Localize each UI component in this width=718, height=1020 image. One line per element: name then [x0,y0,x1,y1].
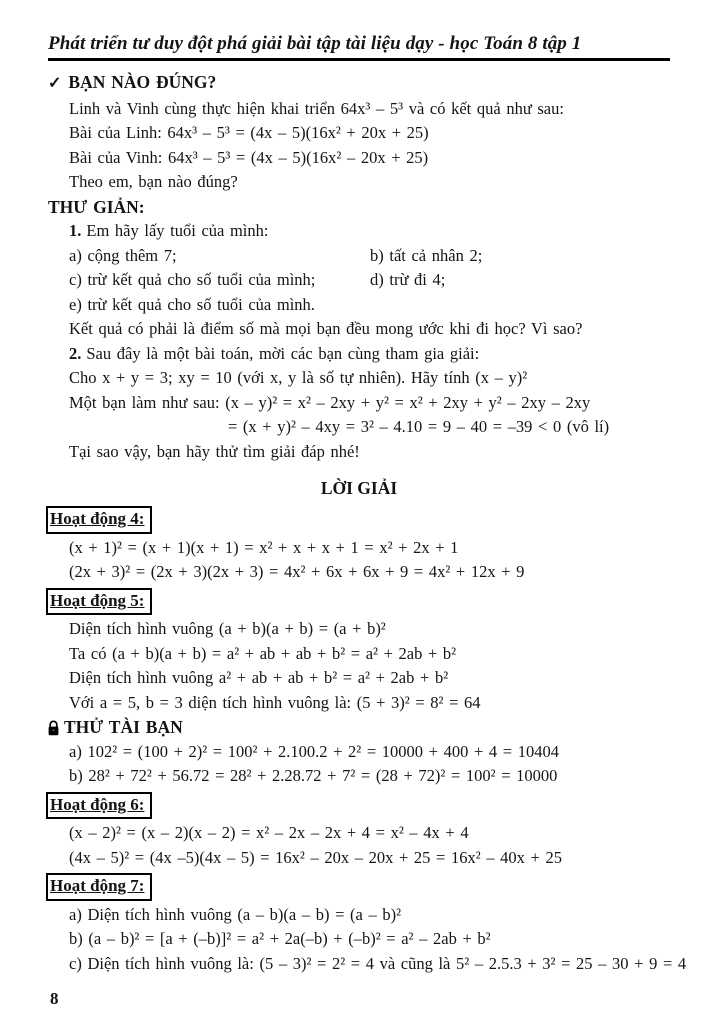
math-line: a) Diện tích hình vuông (a – b)(a – b) = (a – b)² [69,904,402,924]
option-a: a) cộng thêm 7; [69,245,177,265]
option-row [48,293,670,318]
math-line-linh: Bài của Linh: 64x³ – 5³ = (4x – 5)(16x² + 20x + 25) [69,123,429,142]
math-line: Diện tích hình vuông (a + b)(a + b) = (a + b)² [69,619,386,638]
option-d: d) trừ đi 4; [370,270,446,289]
option-b: b) tất cả nhân 2; [370,245,483,265]
math-line: (x + 1)² = (x + 1)(x + 1) = x² + x + x + 1 = x² + 2x + 1 [69,537,459,557]
math-line: c) Diện tích hình vuông là: (5 – 3)² = 2² = 4 và cũng là 5² – 2.5.3 + 3² = 25 – 30 + 9 = 4 [69,953,687,973]
hoat-dong-6-box: Hoạt động 6: [46,792,152,820]
math-line-continuation: = (x + y)² – 4xy = 3² – 4.10 = 9 – 40 = –39 < 0 (vô lí) [228,417,610,436]
math-line: Cho x + y = 3; xy = 10 (với x, y là số tự nhiên). Hãy tính (x – y)² [69,368,528,387]
math-line: (4x – 5)² = (4x –5)(4x – 5) = 16x² – 20x – 20x + 25 = 16x² – 40x + 25 [69,847,562,867]
activity-title-row [48,506,670,534]
math-line: b) (a – b)² = [a + (–b)]² = a² + 2a(–b) + (–b)² = a² – 2ab + b² [69,929,491,948]
hoat-dong-5-box: Hoạt động 5: [46,588,152,616]
section-thu-tai-ban [48,715,670,740]
page-content [48,70,687,1009]
hoat-dong-7-box: Hoạt động 7: [46,873,152,901]
text-line: Kết quả có phải là điểm số mà mọi bạn đều mong ước khi đi học? Vì sao? [69,319,583,338]
section-ban-nao-dung [48,70,670,97]
section-title-thu-gian: THƯ GIẢN: [48,196,145,217]
math-line: a) 102² = (100 + 2)² = 100² + 2.100.2 + 2² = 10000 + 400 + 4 = 10404 [69,741,559,761]
item-text: Sau đây là một bài toán, mời các bạn cùng tham gia giải: [86,343,480,363]
option-row [48,268,670,293]
running-header: Phát triển tư duy đột phá giải bài tập tài liệu dạy - học Toán 8 tập 1 [48,33,670,61]
math-line: (x – 2)² = (x – 2)(x – 2) = x² – 2x – 2x + 4 = x² – 4x + 4 [69,823,469,842]
page-number: 8 [50,989,59,1008]
text-line: Tại sao vậy, bạn hãy thử tìm giải đáp nhé! [69,441,360,461]
activity-title-row [48,873,670,901]
section-title-thu-tai-ban: THỬ TÀI BẠN [64,717,183,737]
item-number: 2. [69,343,82,363]
check-icon: ✓ [48,75,62,92]
activity-title-row [48,792,670,820]
list-item-2 [48,342,670,367]
item-number: 1. [69,221,82,240]
text-line: Theo em, bạn nào đúng? [69,172,238,191]
math-line-vinh: Bài của Vinh: 64x³ – 5³ = (4x – 5)(16x² – 20x + 25) [69,147,429,167]
section-title-loi-giai: LỜI GIẢI [320,478,398,498]
list-item-1 [48,219,670,244]
activity-title-row [48,588,670,616]
section-title-ban-nao-dung: BẠN NÀO ĐÚNG? [68,72,217,92]
math-line: Một bạn làm như sau: (x – y)² = x² – 2xy + y² = x² + 2xy + y² – 2xy – 2xy [69,392,591,412]
math-line: Với a = 5, b = 3 diện tích hình vuông là: (5 + 3)² = 8² = 64 [69,692,481,712]
text-line: Linh và Vinh cùng thực hiện khai triển 64x³ – 5³ và có kết quả như sau: [69,98,564,118]
option-row [48,244,670,269]
math-line: Ta có (a + b)(a + b) = a² + ab + ab + b² = a² + 2ab + b² [69,643,457,663]
math-line: Diện tích hình vuông a² + ab + ab + b² = a² + 2ab + b² [69,668,449,687]
item-text: Em hãy lấy tuổi của mình: [86,221,269,240]
hoat-dong-4-box: Hoạt động 4: [46,506,152,534]
lock-icon [48,720,59,736]
option-e: e) trừ kết quả cho số tuổi của mình. [69,294,315,314]
math-line: b) 28² + 72² + 56.72 = 28² + 2.28.72 + 7² = (28 + 72)² = 100² = 10000 [69,766,558,785]
math-line: (2x + 3)² = (2x + 3)(2x + 3) = 4x² + 6x + 6x + 9 = 4x² + 12x + 9 [69,562,525,581]
option-c: c) trừ kết quả cho số tuổi của mình; [69,270,316,289]
